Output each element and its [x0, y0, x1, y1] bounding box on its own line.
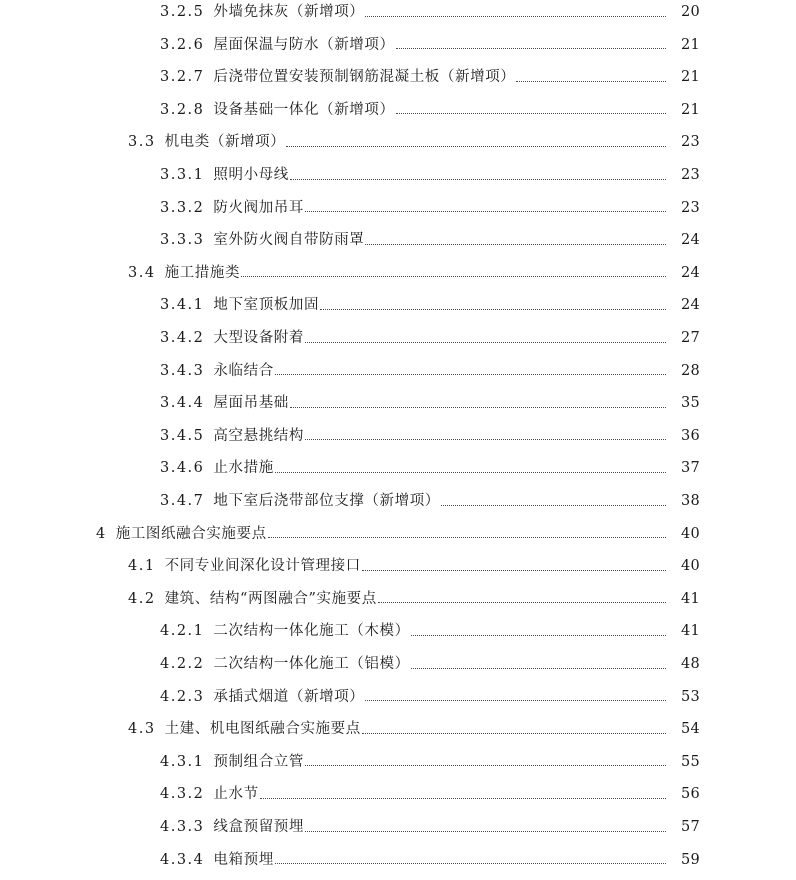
- toc-section-title: 高空悬挑结构: [213, 427, 305, 444]
- toc-section-title: 地下室顶板加固: [213, 297, 320, 314]
- toc-page-number: 54: [680, 721, 700, 738]
- toc-section-title: 不同专业间深化设计管理接口: [164, 558, 361, 575]
- toc-section-title: 止水节: [213, 786, 259, 803]
- toc-dot-leader: [290, 407, 666, 408]
- toc-entry[interactable]: [0, 620, 796, 642]
- toc-entry[interactable]: [0, 849, 796, 871]
- toc-page-number: 23: [680, 134, 700, 151]
- toc-section-number: 4.3.4: [160, 851, 205, 868]
- toc-dot-leader: [275, 863, 666, 864]
- toc-section-title: 室外防火阀自带防雨罩: [213, 232, 365, 249]
- toc-dot-leader: [362, 733, 666, 734]
- toc-entry[interactable]: [0, 425, 796, 447]
- toc-dot-leader: [362, 570, 666, 571]
- toc-section-number: 4.3.3: [160, 819, 205, 835]
- toc-section-number: 4.3.2: [160, 786, 205, 803]
- toc-entry[interactable]: [0, 523, 796, 545]
- toc-dot-leader: [365, 700, 666, 701]
- toc-section-title: 屋面吊基础: [213, 395, 289, 412]
- toc-entry[interactable]: [0, 262, 796, 284]
- toc-section-number: 4.2.2: [160, 656, 205, 672]
- toc-dot-leader: [275, 374, 666, 375]
- toc-entry[interactable]: [0, 816, 796, 838]
- toc-section-title: 二次结构一体化施工（铝模）: [213, 656, 410, 672]
- toc-entry[interactable]: [0, 131, 796, 153]
- toc-dot-leader: [290, 179, 666, 180]
- toc-section-title: 地下室后浇带部位支撑（新增项）: [213, 493, 440, 509]
- toc-entry[interactable]: [0, 392, 796, 414]
- toc-dot-leader: [268, 537, 666, 538]
- toc-entry[interactable]: [0, 294, 796, 316]
- toc-page-number: 21: [680, 69, 700, 86]
- toc-page-number: 41: [680, 590, 700, 607]
- toc-section-title: 预制组合立管: [213, 753, 305, 770]
- toc-dot-leader: [286, 146, 666, 147]
- toc-section-title: 设备基础一体化（新增项）: [213, 101, 395, 118]
- toc-section-title: 施工图纸融合实施要点: [115, 525, 267, 542]
- toc-section-title: 二次结构一体化施工（木模）: [213, 623, 410, 640]
- toc-section-number: 3.2.6: [160, 36, 205, 53]
- toc-section-title: 照明小母线: [213, 167, 289, 183]
- toc-entry[interactable]: [0, 1, 796, 23]
- toc-page-number: 55: [680, 753, 700, 770]
- toc-page-number: 59: [680, 851, 700, 868]
- toc-dot-leader: [260, 798, 666, 799]
- toc-dot-leader: [378, 602, 666, 603]
- toc-entry[interactable]: [0, 229, 796, 251]
- toc-entry[interactable]: [0, 457, 796, 479]
- toc-section-title: 建筑、结构“两图融合”实施要点: [164, 590, 377, 607]
- toc-section-number: 4.2.1: [160, 623, 205, 640]
- toc-section-title: 土建、机电图纸融合实施要点: [164, 721, 361, 738]
- toc-entry[interactable]: [0, 588, 796, 610]
- toc-section-number: 4: [96, 525, 107, 542]
- toc-section-number: 3.3.1: [160, 167, 205, 183]
- toc-entry[interactable]: [0, 360, 796, 382]
- toc-dot-leader: [411, 635, 666, 636]
- toc-page-number: 21: [680, 101, 700, 118]
- toc-section-number: 4.2.3: [160, 688, 205, 705]
- toc-section-title: 机电类（新增项）: [164, 134, 286, 151]
- toc-section-title: 屋面保温与防水（新增项）: [213, 36, 395, 53]
- toc-entry[interactable]: [0, 164, 796, 186]
- toc-entry[interactable]: [0, 99, 796, 121]
- toc-page-number: 41: [680, 623, 700, 640]
- toc-dot-leader: [320, 309, 666, 310]
- toc-section-number: 3.4.6: [160, 460, 205, 477]
- toc-section-number: 3.4.2: [160, 330, 205, 346]
- toc-page-number: 20: [680, 4, 700, 20]
- toc-section-number: 3.4.1: [160, 297, 205, 314]
- toc-page-number: 36: [680, 427, 700, 444]
- toc-dot-leader: [441, 505, 666, 506]
- toc-entry[interactable]: [0, 653, 796, 675]
- toc-dot-leader: [305, 831, 666, 832]
- toc-dot-leader: [396, 48, 666, 49]
- toc-section-number: 3.2.5: [160, 4, 205, 20]
- toc-dot-leader: [305, 439, 666, 440]
- toc-page-number: 27: [680, 330, 700, 346]
- toc-entry[interactable]: [0, 555, 796, 577]
- toc-page-number: 24: [680, 232, 700, 249]
- toc-section-title: 止水措施: [213, 460, 274, 477]
- toc-dot-leader: [241, 276, 666, 277]
- toc-page-number: 40: [680, 558, 700, 575]
- toc-section-number: 4.3: [128, 721, 156, 738]
- toc-page-number: 38: [680, 493, 700, 509]
- toc-section-title: 大型设备附着: [213, 330, 305, 346]
- toc-entry[interactable]: [0, 718, 796, 740]
- toc-entry[interactable]: [0, 686, 796, 708]
- toc-entry[interactable]: [0, 34, 796, 56]
- toc-section-number: 3.2.7: [160, 69, 205, 86]
- toc-entry[interactable]: [0, 783, 796, 805]
- toc-section-title: 施工措施类: [164, 264, 241, 281]
- toc-section-title: 外墙免抹灰（新增项）: [213, 4, 365, 20]
- toc-page-number: 37: [680, 460, 700, 477]
- toc-page-number: 40: [680, 525, 700, 542]
- toc-section-title: 线盒预留预埋: [213, 819, 305, 835]
- toc-section-number: 4.1: [128, 558, 156, 575]
- toc-entry[interactable]: [0, 751, 796, 773]
- toc-section-number: 3.4.3: [160, 362, 205, 379]
- toc-dot-leader: [516, 81, 666, 82]
- toc-section-number: 3.2.8: [160, 101, 205, 118]
- toc-dot-leader: [305, 765, 666, 766]
- toc-section-number: 3.4: [128, 264, 156, 281]
- toc-page-number: 57: [680, 819, 700, 835]
- toc-page-number: 23: [680, 199, 700, 216]
- toc-dot-leader: [305, 211, 666, 212]
- toc-section-title: 电箱预埋: [213, 851, 274, 868]
- toc-page-number: 28: [680, 362, 700, 379]
- toc-section-number: 4.3.1: [160, 753, 205, 770]
- toc-page-number: 21: [680, 36, 700, 53]
- toc-section-title: 永临结合: [213, 362, 274, 379]
- toc-dot-leader: [275, 472, 666, 473]
- toc-section-title: 防火阀加吊耳: [213, 199, 305, 216]
- toc-page-number: 24: [680, 297, 700, 314]
- toc-entry[interactable]: [0, 327, 796, 349]
- toc-page-number: 56: [680, 786, 700, 803]
- toc-dot-leader: [365, 16, 666, 17]
- toc-dot-leader: [365, 244, 666, 245]
- toc-dot-leader: [411, 668, 666, 669]
- toc-section-number: 3.3.2: [160, 199, 205, 216]
- toc-section-number: 3.4.4: [160, 395, 205, 412]
- toc-section-number: 3.4.7: [160, 493, 205, 509]
- toc-entry[interactable]: [0, 490, 796, 512]
- toc-dot-leader: [396, 113, 666, 114]
- toc-section-title: 承插式烟道（新增项）: [213, 688, 365, 705]
- toc-section-number: 3.3.3: [160, 232, 205, 249]
- toc-entry[interactable]: [0, 66, 796, 88]
- toc-section-number: 3.3: [128, 134, 156, 151]
- toc-section-title: 后浇带位置安装预制钢筋混凝土板（新增项）: [213, 69, 516, 86]
- toc-dot-leader: [305, 342, 666, 343]
- toc-page-number: 35: [680, 395, 700, 412]
- toc-entry[interactable]: [0, 197, 796, 219]
- toc-section-number: 4.2: [128, 590, 156, 607]
- toc-page-number: 48: [680, 656, 700, 672]
- toc-section-number: 3.4.5: [160, 427, 205, 444]
- toc-page-number: 53: [680, 688, 700, 705]
- toc-page-number: 24: [680, 264, 700, 281]
- toc-page-number: 23: [680, 167, 700, 183]
